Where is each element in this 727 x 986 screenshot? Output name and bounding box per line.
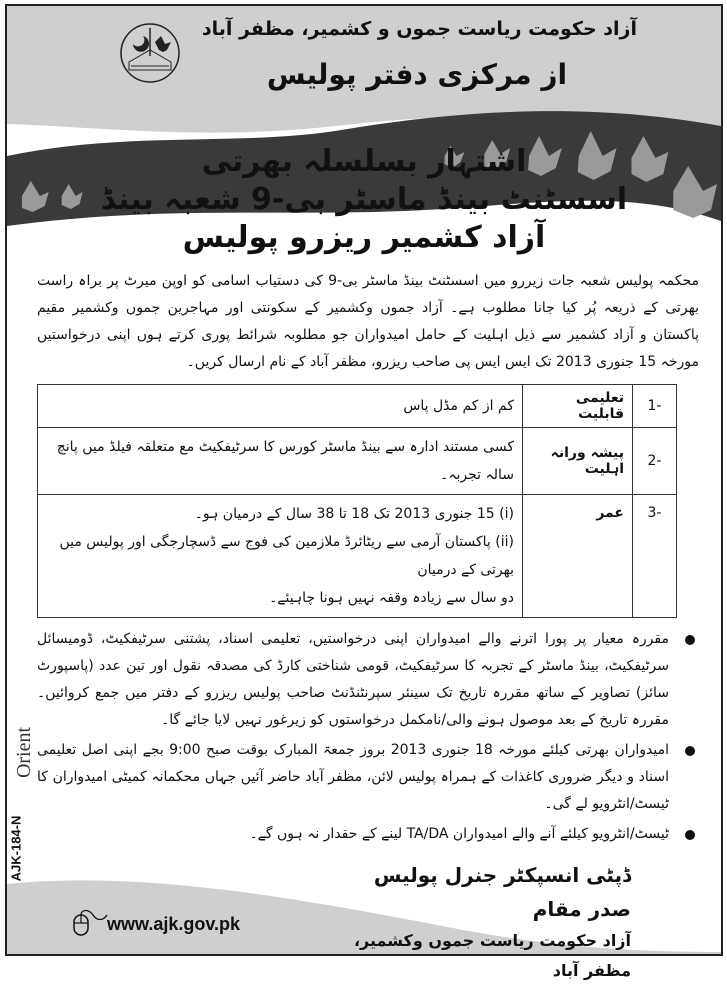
title-recruitment: اشتہار بسلسلہ بھرتی xyxy=(201,144,527,179)
list-item xyxy=(37,626,699,734)
computer-mouse-icon xyxy=(71,907,109,937)
content-line: کسی مستند ادارہ سے بینڈ ماسٹر کورس کا سرٹیفکیٹ مع متعلقہ فیلڈ میں پانچ سالہ تجربہ۔ xyxy=(56,439,514,483)
row-number: -2 xyxy=(633,428,677,495)
list-item-text: امیدواران بھرتی کیلئے مورخہ 18 جنوری 2013 بروز جمعۃ المبارک بوقت صبح 9:00 بجے اپنی اصل تعلیمی اسناد و دیگر ضروری کاغذات کے ہمراہ پولیس لائن، مظفر آباد حاضر آئیں جہاں محکمانہ کمیٹی امیدواران کا ٹیسٹ/انٹرویو لے گی۔ xyxy=(37,742,669,812)
bullet-icon xyxy=(685,830,695,840)
list-item-text: مقررہ معیار پر پورا اترنے والے امیدواران اپنی درخواستیں، تعلیمی اسناد، پشتنی سرٹیفکیٹ، ڈومیسائل سرٹیفکیٹ، بینڈ ماسٹر کے تجربہ کا سرٹیفکیٹ، قومی شناختی کارڈ کی مصدقہ نقول اور تین عدد (پاسپورٹ سائز) تصاویر کے ساتھ مقررہ تاریخ تک سینئر سپرنٹنڈنٹ صاحب پولیس ریزرو کے دفتر میں جمع کروائیں۔ مقررہ تاریخ کے بعد موصول ہونے والی/نامکمل درخواستوں کو زیرغور نہیں لایا جائے گا۔ xyxy=(37,631,669,728)
body-content xyxy=(7,6,721,980)
bullet-icon xyxy=(685,635,695,645)
content-line: کم از کم مڈل پاس xyxy=(403,398,514,414)
list-item-text: ٹیسٹ/انٹرویو کیلئے آنے والے امیدواران TA/DA لینے کے حقدار نہ ہوں گے۔ xyxy=(249,826,669,842)
signatory-org: آزاد حکومت ریاست جموں وکشمیر، مظفر آباد xyxy=(353,931,631,980)
row-number: -3 xyxy=(633,495,677,618)
website-link[interactable]: www.ajk.gov.pk xyxy=(107,914,241,934)
agency-name: Orient xyxy=(13,726,36,779)
footer xyxy=(7,854,721,980)
instructions-list xyxy=(37,626,699,848)
title-department: آزاد کشمیر ریزرو پولیس xyxy=(182,220,546,255)
bullet-icon xyxy=(685,746,695,756)
office-name: از مرکزی دفتر پولیس xyxy=(266,58,568,91)
row-number: -1 xyxy=(633,385,677,428)
title-position: اسسٹنٹ بینڈ ماسٹر بی-9 شعبہ بینڈ xyxy=(100,182,628,217)
signature-block xyxy=(331,858,631,986)
intro-paragraph: محکمہ پولیس شعبہ جات زیررو میں اسسٹنٹ بینڈ ماسٹر بی-9 کی دستیاب اسامی کو اوپن میرٹ پر براہ راست بھرتی کے ذریعہ پُر کیا جانا مطلوب ہے۔ آزاد جموں وکشمیر کے سکونتی اور مہاجرین جموں وکشمیر مقیم پاکستان و آزاد کشمیر سے ذیل اہلیت کے حامل امیدواران جو مطلوبہ شرائط پوری کرتے ہوں اپنی درخواستیں مورخہ 15 جنوری 2013 تک ایس ایس پی صاحب ریزرو، مظفر آباد کے نام ارسال کریں۔ xyxy=(37,273,699,370)
row-content xyxy=(38,495,523,618)
row-content xyxy=(38,385,523,428)
signatory-title: ڈپٹی انسپکٹر جنرل پولیس صدر مقام xyxy=(373,863,631,921)
government-name: آزاد حکومت ریاست جموں و کشمیر، مظفر آباد xyxy=(201,18,637,40)
row-label: پیشہ ورانہ اہلیت xyxy=(523,428,633,495)
list-item xyxy=(37,821,699,848)
row-content xyxy=(38,428,523,495)
list-item xyxy=(37,737,699,818)
table-row xyxy=(38,385,677,428)
table-row xyxy=(38,495,677,618)
requirements-table xyxy=(37,384,677,618)
advertisement xyxy=(5,4,723,980)
row-label: تعلیمی قابلیت xyxy=(523,385,633,428)
table-row xyxy=(38,428,677,495)
row-label: عمر xyxy=(523,495,633,618)
content-line: (ii) پاکستان آرمی سے ریٹائرڈ ملازمین کی فوج سے ڈسچارجگی اور پولیس میں بھرتی کے درمیان xyxy=(59,534,514,578)
ad-code: AJK-184-N xyxy=(8,815,24,882)
content-line: (i) 15 جنوری 2013 تک 18 تا 38 سال کے درمیان ہو۔ xyxy=(194,506,514,522)
content-line: دو سال سے زیادہ وقفہ نہیں ہونا چاہیئے۔ xyxy=(269,590,514,606)
